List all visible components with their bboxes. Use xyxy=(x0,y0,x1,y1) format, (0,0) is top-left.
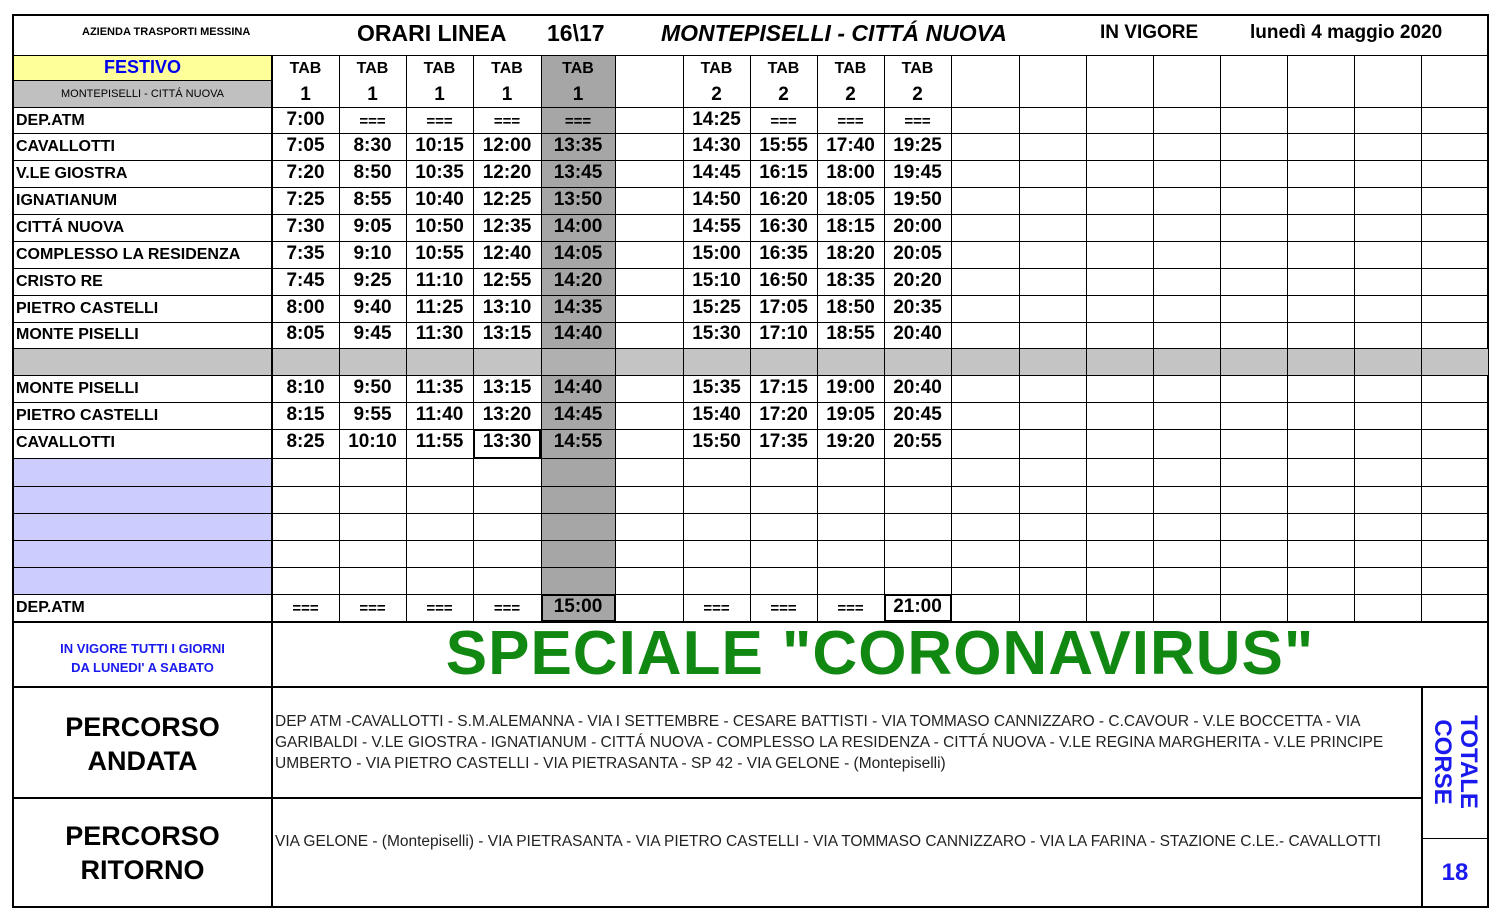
departure-time: 11:25 xyxy=(415,297,464,318)
no-stop-marker: === xyxy=(837,113,864,130)
departure-time: 7:45 xyxy=(286,270,325,291)
departure-time: 19:50 xyxy=(893,189,942,210)
departure-time: 12:20 xyxy=(482,162,532,183)
no-stop-marker: === xyxy=(359,113,386,130)
departure-time: 12:25 xyxy=(482,189,532,210)
line-number: 16\17 xyxy=(547,20,605,46)
departure-time: 20:20 xyxy=(893,270,942,291)
stop-name: DEP.ATM xyxy=(16,599,85,616)
column-header-number: 1 xyxy=(572,84,584,105)
special-banner-text: SPECIALE "CORONAVIRUS" xyxy=(445,618,1315,688)
departure-time: 8:00 xyxy=(286,297,325,318)
grid-hline xyxy=(14,402,1488,403)
no-stop-marker: === xyxy=(426,113,453,130)
departure-time: 11:35 xyxy=(415,377,464,398)
column-header-number: 1 xyxy=(367,84,378,105)
no-stop-marker: === xyxy=(904,113,931,130)
no-stop-marker: === xyxy=(770,600,797,617)
departure-time: 15:30 xyxy=(692,323,741,344)
departure-time: 14:20 xyxy=(553,270,603,291)
blank-stop-cell xyxy=(14,459,271,486)
departure-time: 17:20 xyxy=(759,404,808,425)
departure-time: 15:50 xyxy=(692,431,741,452)
grid-hline xyxy=(14,567,1488,568)
grid-vline xyxy=(615,55,616,621)
departure-time: 10:40 xyxy=(415,189,464,210)
no-stop-marker: === xyxy=(837,600,864,617)
grid-hline xyxy=(14,458,1488,459)
departure-time: 15:35 xyxy=(692,377,741,398)
column-header-tab: TAB xyxy=(901,60,934,77)
column-header-tab: TAB xyxy=(491,60,523,77)
separator-highlight xyxy=(541,349,615,375)
departure-time: 19:45 xyxy=(893,162,942,183)
grid-hline xyxy=(14,268,1488,269)
no-stop-marker: === xyxy=(359,600,386,617)
column-header-number: 2 xyxy=(778,84,789,105)
departure-time: 19:05 xyxy=(826,404,875,425)
grid-vline xyxy=(1019,55,1020,621)
departure-time: 10:15 xyxy=(415,135,464,156)
departure-time: 11:30 xyxy=(415,323,464,344)
departure-time: 14:50 xyxy=(692,189,741,210)
day-type-badge xyxy=(14,55,271,81)
departure-time: 18:55 xyxy=(826,323,875,344)
grid-vline xyxy=(1153,55,1154,621)
departure-time: 20:40 xyxy=(893,323,942,344)
no-stop-marker: === xyxy=(426,600,453,617)
grid-vline xyxy=(1086,55,1087,621)
departure-time: 13:15 xyxy=(482,377,532,398)
totale-corse-box xyxy=(1422,686,1488,838)
departure-time: 12:40 xyxy=(482,243,532,264)
departure-time: 20:35 xyxy=(893,297,942,318)
direction-label-box xyxy=(14,81,271,107)
departure-time: 9:10 xyxy=(353,243,392,264)
departure-time: 7:20 xyxy=(286,162,325,183)
departure-time: 13:35 xyxy=(553,135,603,156)
departure-time: 16:50 xyxy=(759,270,808,291)
stop-name: COMPLESSO LA RESIDENZA xyxy=(16,246,241,263)
departure-time: 19:20 xyxy=(826,431,875,452)
departure-time: 14:45 xyxy=(553,404,603,425)
departure-time: 8:10 xyxy=(286,377,325,398)
departure-time: 18:50 xyxy=(826,297,875,318)
departure-time: 7:35 xyxy=(286,243,325,264)
departure-time: 20:55 xyxy=(893,431,942,452)
departure-time: 21:00 xyxy=(893,596,942,617)
direction-label: MONTEPISELLI - CITTÁ NUOVA xyxy=(61,88,224,100)
departure-time: 11:10 xyxy=(415,270,464,291)
stop-name: CAVALLOTTI xyxy=(16,138,115,155)
grid-hline xyxy=(14,429,1488,430)
no-stop-marker: === xyxy=(292,600,319,617)
grid-hline xyxy=(14,486,1488,487)
departure-time: 10:35 xyxy=(415,162,464,183)
departure-time: 20:45 xyxy=(893,404,942,425)
departure-time: 14:05 xyxy=(553,243,603,264)
departure-time: 7:30 xyxy=(286,216,325,237)
departure-time: 14:25 xyxy=(692,109,741,130)
no-stop-marker: === xyxy=(703,600,730,617)
departure-time: 12:55 xyxy=(482,270,532,291)
no-stop-marker: === xyxy=(564,113,592,130)
column-header-tab: TAB xyxy=(356,60,389,77)
departure-time: 10:50 xyxy=(415,216,464,237)
notice-line-2: DA LUNEDI' A SABATO xyxy=(71,660,214,675)
departure-time: 15:00 xyxy=(692,243,741,264)
stop-name: V.LE GIOSTRA xyxy=(16,165,128,182)
effective-date: lunedì 4 maggio 2020 xyxy=(1250,22,1443,43)
andata-label xyxy=(14,690,271,797)
stop-name: PIETRO CASTELLI xyxy=(16,300,159,317)
departure-time: 19:25 xyxy=(893,135,942,156)
departure-time: 13:15 xyxy=(482,323,532,344)
ritorno-label-1: PERCORSO xyxy=(65,820,220,851)
grid-hline xyxy=(14,594,1488,595)
ritorno-label xyxy=(14,799,271,906)
departure-time: 14:55 xyxy=(692,216,741,237)
grid-vline xyxy=(1220,55,1221,621)
departure-time: 15:00 xyxy=(553,596,603,617)
grid-vline xyxy=(951,55,952,621)
ritorno-route-text: VIA GELONE - (Montepiselli) - VIA PIETRASANTA - VIA PIETRO CASTELLI - VIA TOMMASO CANNIZZARO - VIA LA FARINA - STAZIONE C.LE.- CAVALLOTTI xyxy=(275,833,1381,850)
departure-time: 14:30 xyxy=(692,135,741,156)
blank-stop-cell xyxy=(14,567,271,594)
departure-time: 20:05 xyxy=(893,243,942,264)
departure-time: 7:05 xyxy=(286,135,325,156)
grid-hline xyxy=(14,160,1488,161)
stop-name: DEP.ATM xyxy=(16,112,85,129)
stop-name: PIETRO CASTELLI xyxy=(16,407,159,424)
corse-label: CORSE xyxy=(1429,719,1456,805)
stop-name: CITTÁ NUOVA xyxy=(16,219,125,236)
departure-time: 18:15 xyxy=(826,216,875,237)
departure-time: 15:55 xyxy=(759,135,808,156)
departure-time: 8:55 xyxy=(353,189,392,210)
departure-time: 9:45 xyxy=(353,323,392,344)
grid-hline xyxy=(14,540,1488,541)
day-type-label: FESTIVO xyxy=(103,57,181,77)
grid-hline xyxy=(14,55,1488,56)
grid-hline xyxy=(14,133,1488,134)
notice-line-1: IN VIGORE TUTTI I GIORNI xyxy=(60,641,225,656)
departure-time: 12:00 xyxy=(482,135,532,156)
departure-time: 16:15 xyxy=(759,162,808,183)
column-header-number: 1 xyxy=(434,84,445,105)
grid-hline xyxy=(14,513,1488,514)
stop-name: CRISTO RE xyxy=(16,273,103,290)
departure-time: 17:05 xyxy=(759,297,808,318)
departure-time: 7:00 xyxy=(286,109,325,130)
stop-name: IGNATIANUM xyxy=(16,192,118,209)
departure-time: 8:50 xyxy=(353,162,392,183)
no-stop-marker: === xyxy=(493,113,521,130)
company-name: AZIENDA TRASPORTI MESSINA xyxy=(82,26,251,38)
column-header-tab: TAB xyxy=(423,60,456,77)
totale-corse-value: 18 xyxy=(1441,859,1469,886)
departure-time: 20:00 xyxy=(893,216,942,237)
route-name: MONTEPISELLI - CITTÁ NUOVA xyxy=(661,20,1007,46)
departure-time: 17:10 xyxy=(759,323,808,344)
departure-time: 14:55 xyxy=(553,431,603,452)
blank-stop-cell xyxy=(14,486,271,513)
departure-time: 13:45 xyxy=(553,162,603,183)
andata-label-1: PERCORSO xyxy=(65,711,220,742)
departure-time: 14:45 xyxy=(692,162,741,183)
column-header-tab: TAB xyxy=(767,60,800,77)
departure-time: 19:00 xyxy=(826,377,875,398)
departure-time: 10:55 xyxy=(415,243,464,264)
departure-time: 17:40 xyxy=(826,135,875,156)
blank-stop-cell xyxy=(14,540,271,567)
orari-label: ORARI LINEA xyxy=(357,20,507,46)
totale-corse-label xyxy=(1429,715,1481,809)
departure-time: 14:00 xyxy=(553,216,603,237)
departure-time: 9:25 xyxy=(353,270,392,291)
departure-time: 15:10 xyxy=(692,270,741,291)
departure-time: 9:55 xyxy=(353,404,392,425)
departure-time: 8:25 xyxy=(286,431,325,452)
departure-time: 18:35 xyxy=(826,270,875,291)
column-header-number: 2 xyxy=(845,84,856,105)
no-stop-marker: === xyxy=(770,113,797,130)
departure-time: 11:55 xyxy=(415,431,464,452)
column-header-number: 2 xyxy=(912,84,923,105)
departure-time: 16:35 xyxy=(759,243,808,264)
departure-time: 8:05 xyxy=(286,323,325,344)
column-header-tab: TAB xyxy=(562,60,594,77)
grid-vline xyxy=(1354,55,1355,621)
departure-time: 8:30 xyxy=(353,135,392,156)
in-vigore-label: IN VIGORE xyxy=(1100,22,1199,43)
departure-time: 20:40 xyxy=(893,377,942,398)
departure-time: 8:15 xyxy=(286,404,325,425)
departure-time: 13:50 xyxy=(553,189,603,210)
column-header-tab: TAB xyxy=(834,60,867,77)
departure-time: 18:20 xyxy=(826,243,875,264)
boxed-cell xyxy=(473,429,541,459)
departure-time: 10:10 xyxy=(348,431,397,452)
grid-vline xyxy=(1421,55,1422,621)
totale-label: TOTALE xyxy=(1455,715,1482,809)
departure-time: 9:40 xyxy=(353,297,392,318)
departure-time: 11:40 xyxy=(415,404,464,425)
ritorno-label-2: RITORNO xyxy=(80,854,205,885)
grid-hline xyxy=(14,214,1488,215)
grid-hline xyxy=(14,187,1488,188)
departure-time: 14:40 xyxy=(553,377,603,398)
grid-hline xyxy=(14,107,1488,108)
departure-time: 14:35 xyxy=(553,297,603,318)
grid-hline xyxy=(14,375,1488,376)
andata-label-2: ANDATA xyxy=(87,745,198,776)
departure-time: 15:40 xyxy=(692,404,741,425)
andata-route-text: DEP ATM -CAVALLOTTI - S.M.ALEMANNA - VIA I SETTEMBRE - CESARE BATTISTI - VIA TOMMASO CANNIZZARO - C.CAVOUR - V.LE BOCCETTA - VIA GARIBALDI - V.LE GIOSTRA - IGNATIANUM - CITTÁ NUOVA - COMPLESSO LA RESIDENZA - CITTÁ NUOVA - V.LE REGINA MARGHERITA - V.LE PRINCIPE UMBERTO - VIA PIETRO CASTELLI - VIA PIETRASANTA - SP 42 - VIA GELONE - (Montepiselli) xyxy=(275,713,1384,772)
column-header-tab: TAB xyxy=(289,60,322,77)
direction-separator xyxy=(14,349,1488,375)
departure-time: 14:40 xyxy=(553,323,603,344)
departure-time: 12:35 xyxy=(482,216,532,237)
departure-time: 13:10 xyxy=(482,297,532,318)
grid-vline xyxy=(1287,55,1288,621)
departure-time: 16:20 xyxy=(759,189,808,210)
departure-time: 13:20 xyxy=(482,404,532,425)
departure-time: 9:05 xyxy=(353,216,392,237)
grid-hline xyxy=(14,241,1488,242)
validity-notice xyxy=(14,630,271,686)
departure-time: 13:30 xyxy=(482,431,532,452)
column-header-number: 1 xyxy=(501,84,513,105)
blank-stop-cell xyxy=(14,513,271,540)
stop-name: MONTE PISELLI xyxy=(16,380,139,397)
column-header-number: 1 xyxy=(300,84,311,105)
grid-hline xyxy=(14,295,1488,296)
departure-time: 16:30 xyxy=(759,216,808,237)
no-stop-marker: === xyxy=(493,600,521,617)
departure-time: 15:25 xyxy=(692,297,741,318)
departure-time: 17:15 xyxy=(759,377,808,398)
departure-time: 18:05 xyxy=(826,189,875,210)
departure-time: 18:00 xyxy=(826,162,875,183)
departure-time: 9:50 xyxy=(353,377,392,398)
stop-name: CAVALLOTTI xyxy=(16,434,115,451)
grid-hline xyxy=(14,348,1488,349)
departure-time: 7:25 xyxy=(286,189,325,210)
column-header-number: 2 xyxy=(711,84,722,105)
column-header-tab: TAB xyxy=(700,60,733,77)
stop-name: MONTE PISELLI xyxy=(16,326,139,343)
special-banner xyxy=(272,620,1488,686)
departure-time: 17:35 xyxy=(759,431,808,452)
